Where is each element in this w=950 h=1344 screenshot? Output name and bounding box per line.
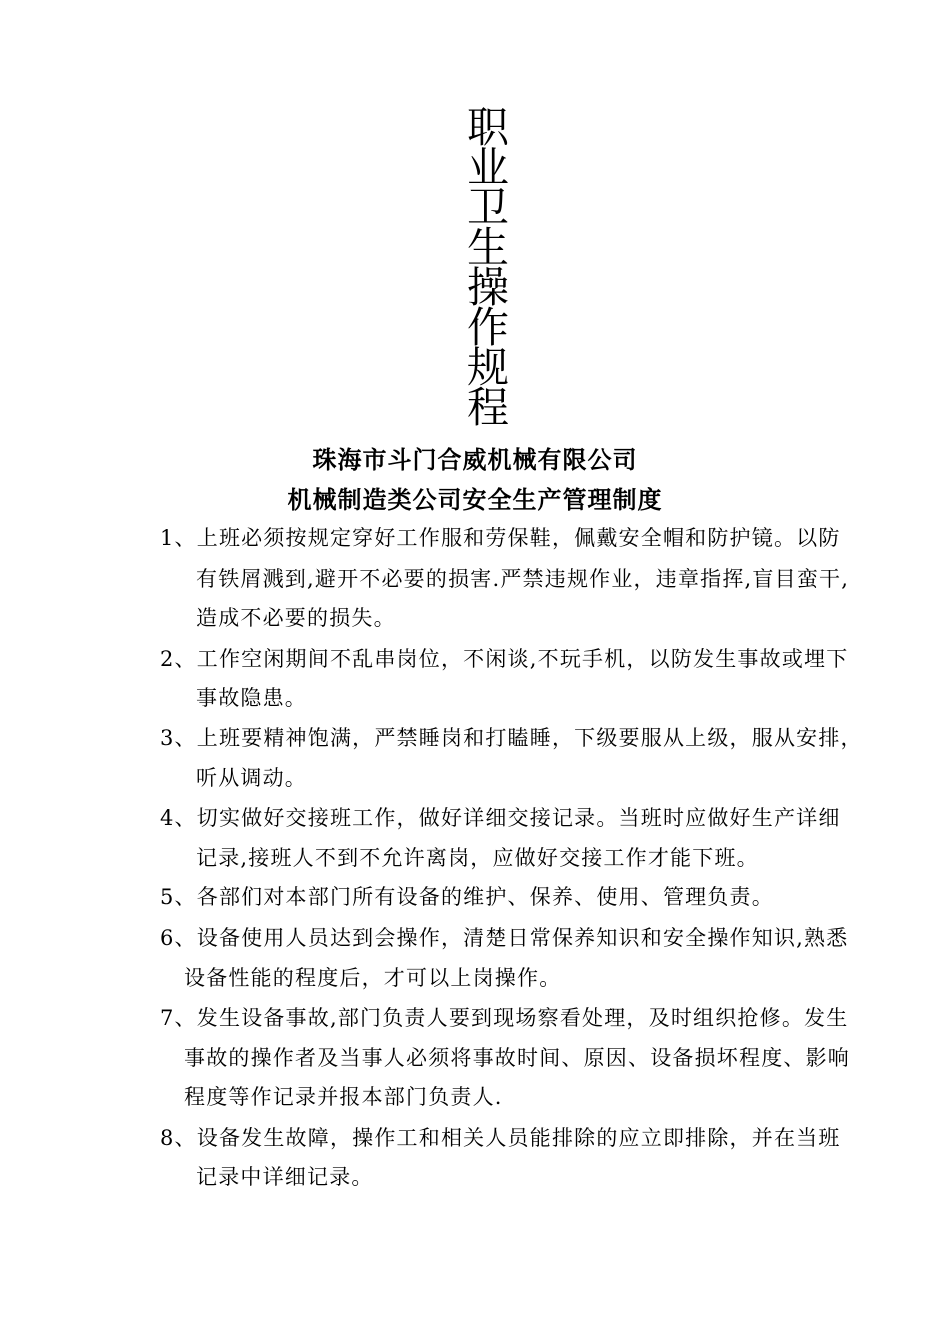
item-5-line-1: 5、各部们对本部门所有设备的维护、保养、使用、管理负责。 (160, 885, 774, 909)
item-2-line-1: 2、工作空闲期间不乱串岗位，不闲谈,不玩手机，以防发生事故或埋下 (160, 647, 849, 671)
item-8-line-2: 记录中详细记录。 (196, 1165, 374, 1189)
item-8-line-1: 8、设备发生故障，操作工和相关人员能排除的应立即排除，并在当班 (160, 1126, 841, 1150)
item-4-line-2: 记录,接班人不到不允许离岗，应做好交接工作才能下班。 (196, 846, 759, 870)
item-7-line-1: 7、发生设备事故,部门负责人要到现场察看处理，及时组织抢修。发生 (160, 1006, 849, 1030)
item-1-line-3: 造成不必要的损失。 (196, 606, 396, 630)
item-1-line-2: 有铁屑溅到,避开不必要的损害.严禁违规作业，违章指挥,盲目蛮干, (196, 567, 850, 591)
title-char: 规 (466, 343, 509, 392)
item-1-line-1: 1、上班必须按规定穿好工作服和劳保鞋，佩戴安全帽和防护镜。以防 (160, 526, 841, 550)
item-3-line-2: 听从调动。 (196, 766, 307, 790)
title-char: 职 (466, 103, 509, 152)
item-7-line-2: 事故的操作者及当事人必须将事故时间、原因、设备损坏程度、影响 (184, 1046, 850, 1070)
vertical-title (462, 103, 514, 432)
title-char: 生 (466, 223, 509, 272)
company-name: 珠海市斗门合威机械有限公司 (312, 445, 638, 474)
item-3-line-1: 3、上班要精神饱满，严禁睡岗和打瞌睡，下级要服从上级，服从安排， (160, 726, 863, 750)
title-char: 操 (466, 263, 509, 312)
item-6-line-1: 6、设备使用人员达到会操作，清楚日常保养知识和安全操作知识,熟悉 (160, 926, 849, 950)
item-6-line-2: 设备性能的程度后，才可以上岗操作。 (184, 966, 562, 990)
title-char: 卫 (466, 183, 509, 232)
item-7-line-3: 程度等作记录并报本部门负责人. (184, 1085, 503, 1109)
regulation-title: 机械制造类公司安全生产管理制度 (287, 485, 663, 514)
item-2-line-2: 事故隐患。 (196, 686, 307, 710)
title-char: 程 (466, 383, 509, 432)
title-char: 作 (466, 303, 509, 352)
title-char: 业 (466, 143, 509, 192)
item-4-line-1: 4、切实做好交接班工作，做好详细交接记录。当班时应做好生产详细 (160, 806, 841, 830)
